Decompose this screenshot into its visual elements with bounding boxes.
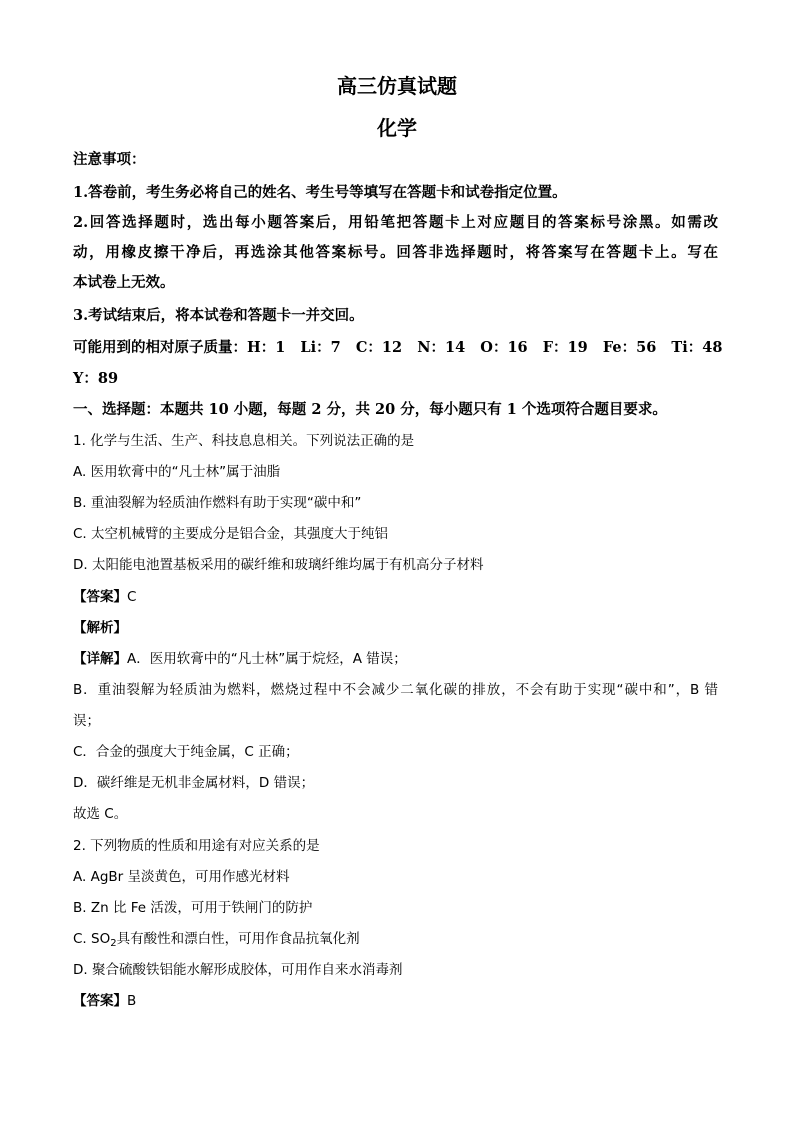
q2-option-d: D. 聚合硫酸铁铝能水解形成胶体，可用作自来水消毒剂 (73, 962, 403, 978)
q1-detail-line4: C．合金的强度大于纯金属，C 正确； (73, 744, 299, 760)
q1-detail-line5: D．碳纤维是无机非金属材料，D 错误； (73, 775, 315, 791)
option-c-prefix: C. SO (73, 931, 111, 947)
q1-analysis-label: 【解析】 (73, 620, 127, 636)
q1-detail-line6: 故选 C。 (73, 806, 128, 822)
q1-detail-line3: 误； (73, 713, 100, 729)
section-heading: 一、选择题：本题共 10 小题，每题 2 分，共 20 分，每小题只有 1 个选项符合题目要求。 (73, 401, 667, 418)
q1-option-a: A. 医用软膏中的“凡士林”属于油脂 (73, 464, 281, 480)
atomic-mass-line1: 可能用到的相对原子质量：H：1 Li：7 C：12 N：14 O：16 F：19 Fe：56 Ti：48 (73, 339, 723, 356)
detail-label: 【详解】 (73, 651, 127, 667)
q1-answer (73, 587, 718, 607)
notice-item-2-line3: 本试卷上无效。 (73, 274, 175, 291)
q2-stem: 2. 下列物质的性质和用途有对应关系的是 (73, 838, 320, 854)
option-c-subscript: 2 (110, 938, 117, 949)
q1-stem: 1. 化学与生活、生产、科技息息相关。下列说法正确的是 (73, 433, 415, 449)
exam-subject: 化学 (377, 116, 417, 140)
q1-detail-line2: B．重油裂解为轻质油为燃料，燃烧过程中不会减少二氧化碳的排放，不会有助于实现“碳中和”，B 错 (73, 682, 718, 698)
answer-label: 【答案】 (73, 589, 127, 605)
notice-item-1: 1.答卷前，考生务必将自己的姓名、考生号等填写在答题卡和试卷指定位置。 (73, 184, 567, 201)
q1-detail-line1 (73, 649, 718, 669)
option-c-suffix: 具有酸性和漂白性，可用作食品抗氧化剂 (116, 931, 360, 947)
atomic-mass-line2: Y：89 (73, 370, 119, 387)
notice-heading: 注意事项： (73, 151, 146, 168)
notice-item-2-line2: 动，用橡皮擦干净后，再选涂其他答案标号。回答非选择题时，将答案写在答题卡上。写在 (73, 244, 718, 261)
q1-option-b: B. 重油裂解为轻质油作燃料有助于实现“碳中和” (73, 495, 362, 511)
notice-item-2-line1: 2.回答选择题时，选出每小题答案后，用铅笔把答题卡上对应题目的答案标号涂黑。如需改 (73, 214, 718, 231)
q1-option-d: D. 太阳能电池置基板采用的碳纤维和玻璃纤维均属于有机高分子材料 (73, 557, 484, 573)
q2-option-c (73, 929, 718, 949)
answer-value: C (127, 589, 137, 605)
detail-text: A．医用软膏中的“凡士林”属于烷烃，A 错误； (127, 651, 407, 667)
q2-answer (73, 991, 718, 1011)
notice-item-3: 3.考试结束后，将本试卷和答题卡一并交回。 (73, 307, 364, 324)
exam-title: 高三仿真试题 (337, 74, 457, 98)
q2-option-a: A. AgBr 呈淡黄色，可用作感光材料 (73, 869, 290, 885)
answer-value: B (127, 993, 137, 1009)
answer-label: 【答案】 (73, 993, 127, 1009)
q1-option-c: C. 太空机械臂的主要成分是铝合金，其强度大于纯铝 (73, 526, 389, 542)
q2-option-b: B. Zn 比 Fe 活泼，可用于铁闸门的防护 (73, 900, 313, 916)
